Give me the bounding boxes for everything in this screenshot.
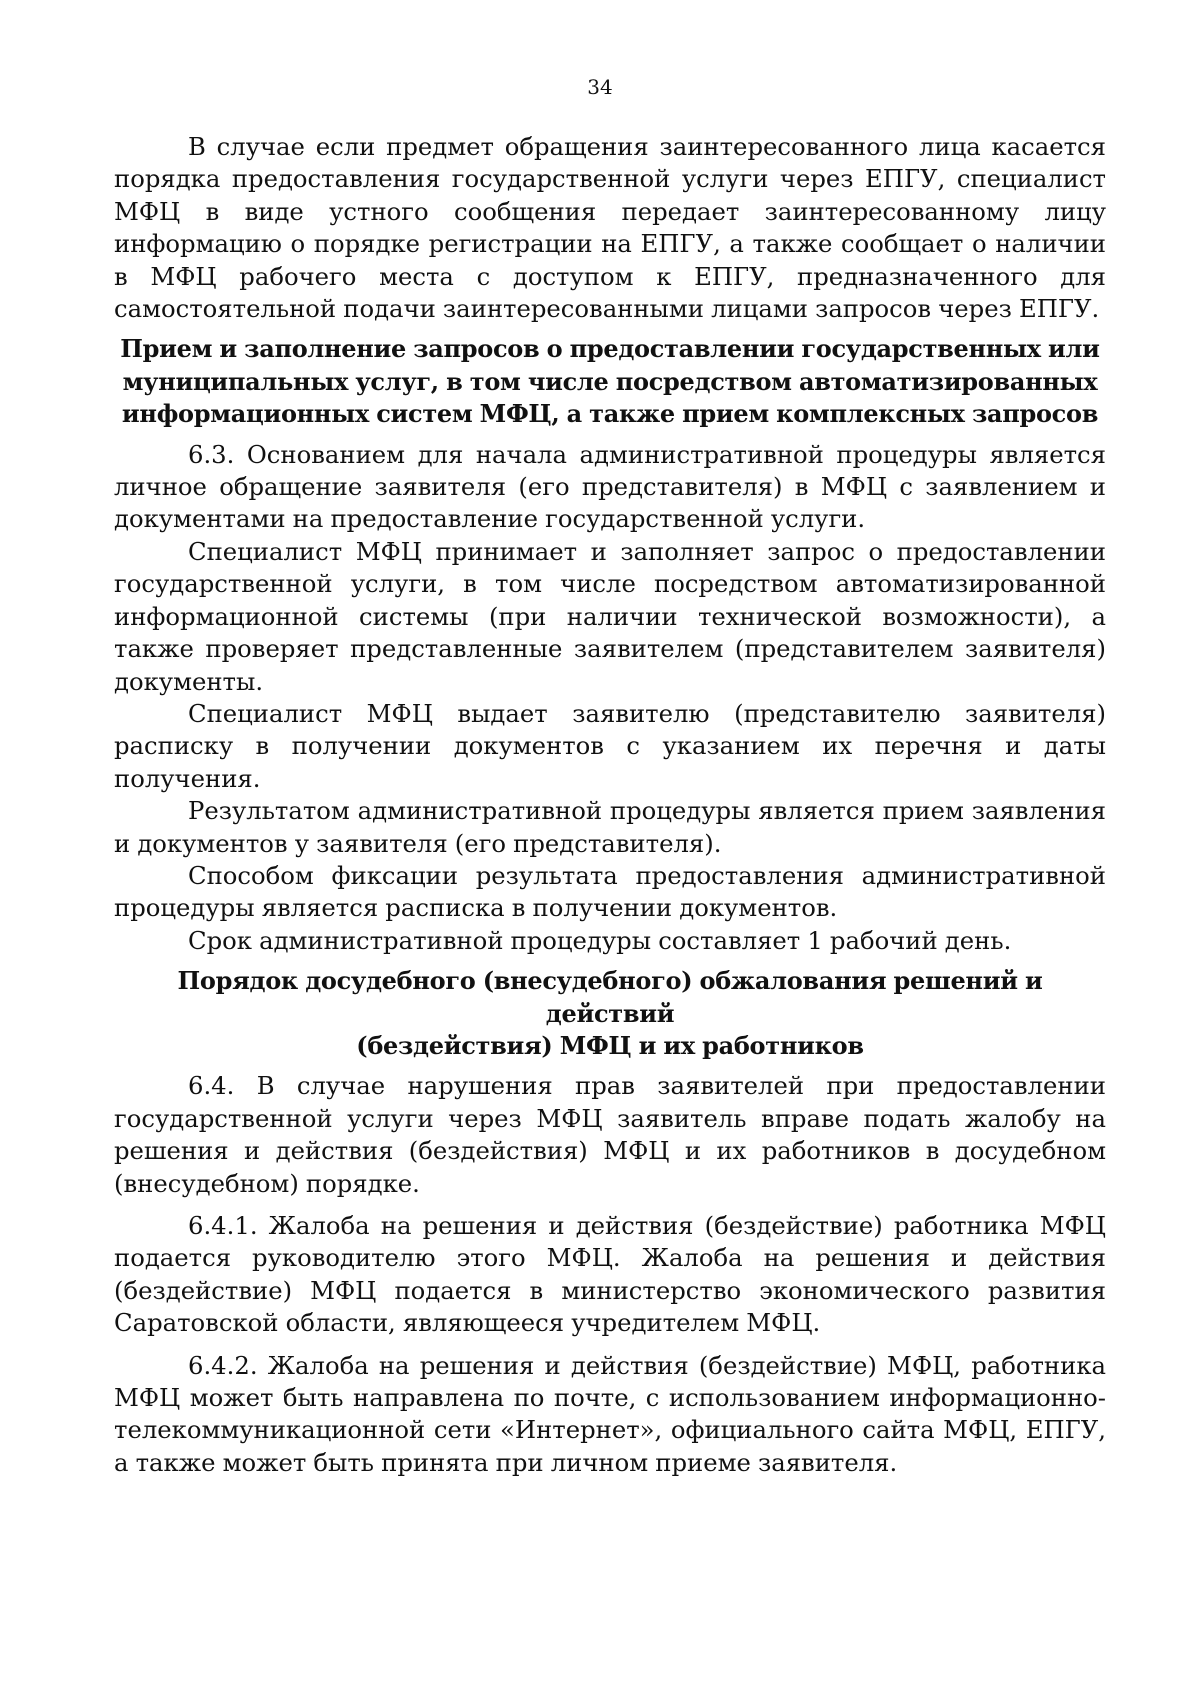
heading-line: Прием и заполнение запросов о предоставлении государственных или xyxy=(120,334,1100,364)
paragraph-intro: В случае если предмет обращения заинтересованного лица касается порядка предоставления государственной услуги через ЕПГУ, специалист МФЦ в виде устного сообщения передает заинтересованному лицу информацию о порядке регистрации на ЕПГУ, а также сообщает о наличии в МФЦ рабочего места с доступом к ЕПГУ, предназначенного для самостоятельной подачи заинтересованными лицами запросов через ЕПГУ. xyxy=(114,132,1106,324)
paragraph-fixation-method: Способом фиксации результата предоставления административной процедуры является расписка в получении документов. xyxy=(114,860,1106,923)
document-body xyxy=(114,131,1106,1479)
paragraph-6-4: 6.4. В случае нарушения прав заявителей при предоставлении государственной услуги через МФЦ заявитель вправе подать жалобу на решения и действия (бездействия) МФЦ и их работников в досудебном (внесудебном) порядке. xyxy=(114,1071,1106,1198)
paragraph-deadline: Срок административной процедуры составляет 1 рабочий день. xyxy=(188,925,1012,955)
heading-line: Порядок досудебного (внесудебного) обжалования решений и действий xyxy=(177,966,1043,1028)
heading-line: (бездействия) МФЦ и их работников xyxy=(356,1030,864,1060)
page-number: 34 xyxy=(587,75,613,99)
paragraph-specialist-issues-receipt: Специалист МФЦ выдает заявителю (представителю заявителя) расписку в получении документов с указанием их перечня и даты получения. xyxy=(114,698,1106,793)
section-heading-appeal xyxy=(114,965,1106,1062)
paragraph-6-3: 6.3. Основанием для начала административной процедуры является личное обращение заявителя (его представителя) в МФЦ с заявлением и документами на предоставление государственной услуги. xyxy=(114,439,1106,534)
paragraph-6-4-1: 6.4.1. Жалоба на решения и действия (бездействие) работника МФЦ подается руководителю этого МФЦ. Жалоба на решения и действия (бездействие) МФЦ подается в министерство экономического развития Саратовской области, являющееся учредителем МФЦ. xyxy=(114,1211,1106,1338)
paragraph-specialist-accepts: Специалист МФЦ принимает и заполняет запрос о предоставлении государственной услуги, в том числе посредством автоматизированной информационной системы (при наличии технической возможности), а также проверяет представленные заявителем (представителем заявителя) документы. xyxy=(114,536,1106,696)
paragraph-6-4-2: 6.4.2. Жалоба на решения и действия (бездействие) МФЦ, работника МФЦ может быть направлена по почте, с использованием информационно-телекоммуникационной сети «Интернет», официального сайта МФЦ, ЕПГУ, а также может быть принята при личном приеме заявителя. xyxy=(114,1350,1106,1477)
heading-line: информационных систем МФЦ, а также прием комплексных запросов xyxy=(121,399,1099,429)
section-heading-reception xyxy=(114,333,1106,430)
heading-line: муниципальных услуг, в том числе посредством автоматизированных xyxy=(122,366,1098,396)
paragraph-result: Результатом административной процедуры является прием заявления и документов у заявителя (его представителя). xyxy=(114,796,1106,858)
